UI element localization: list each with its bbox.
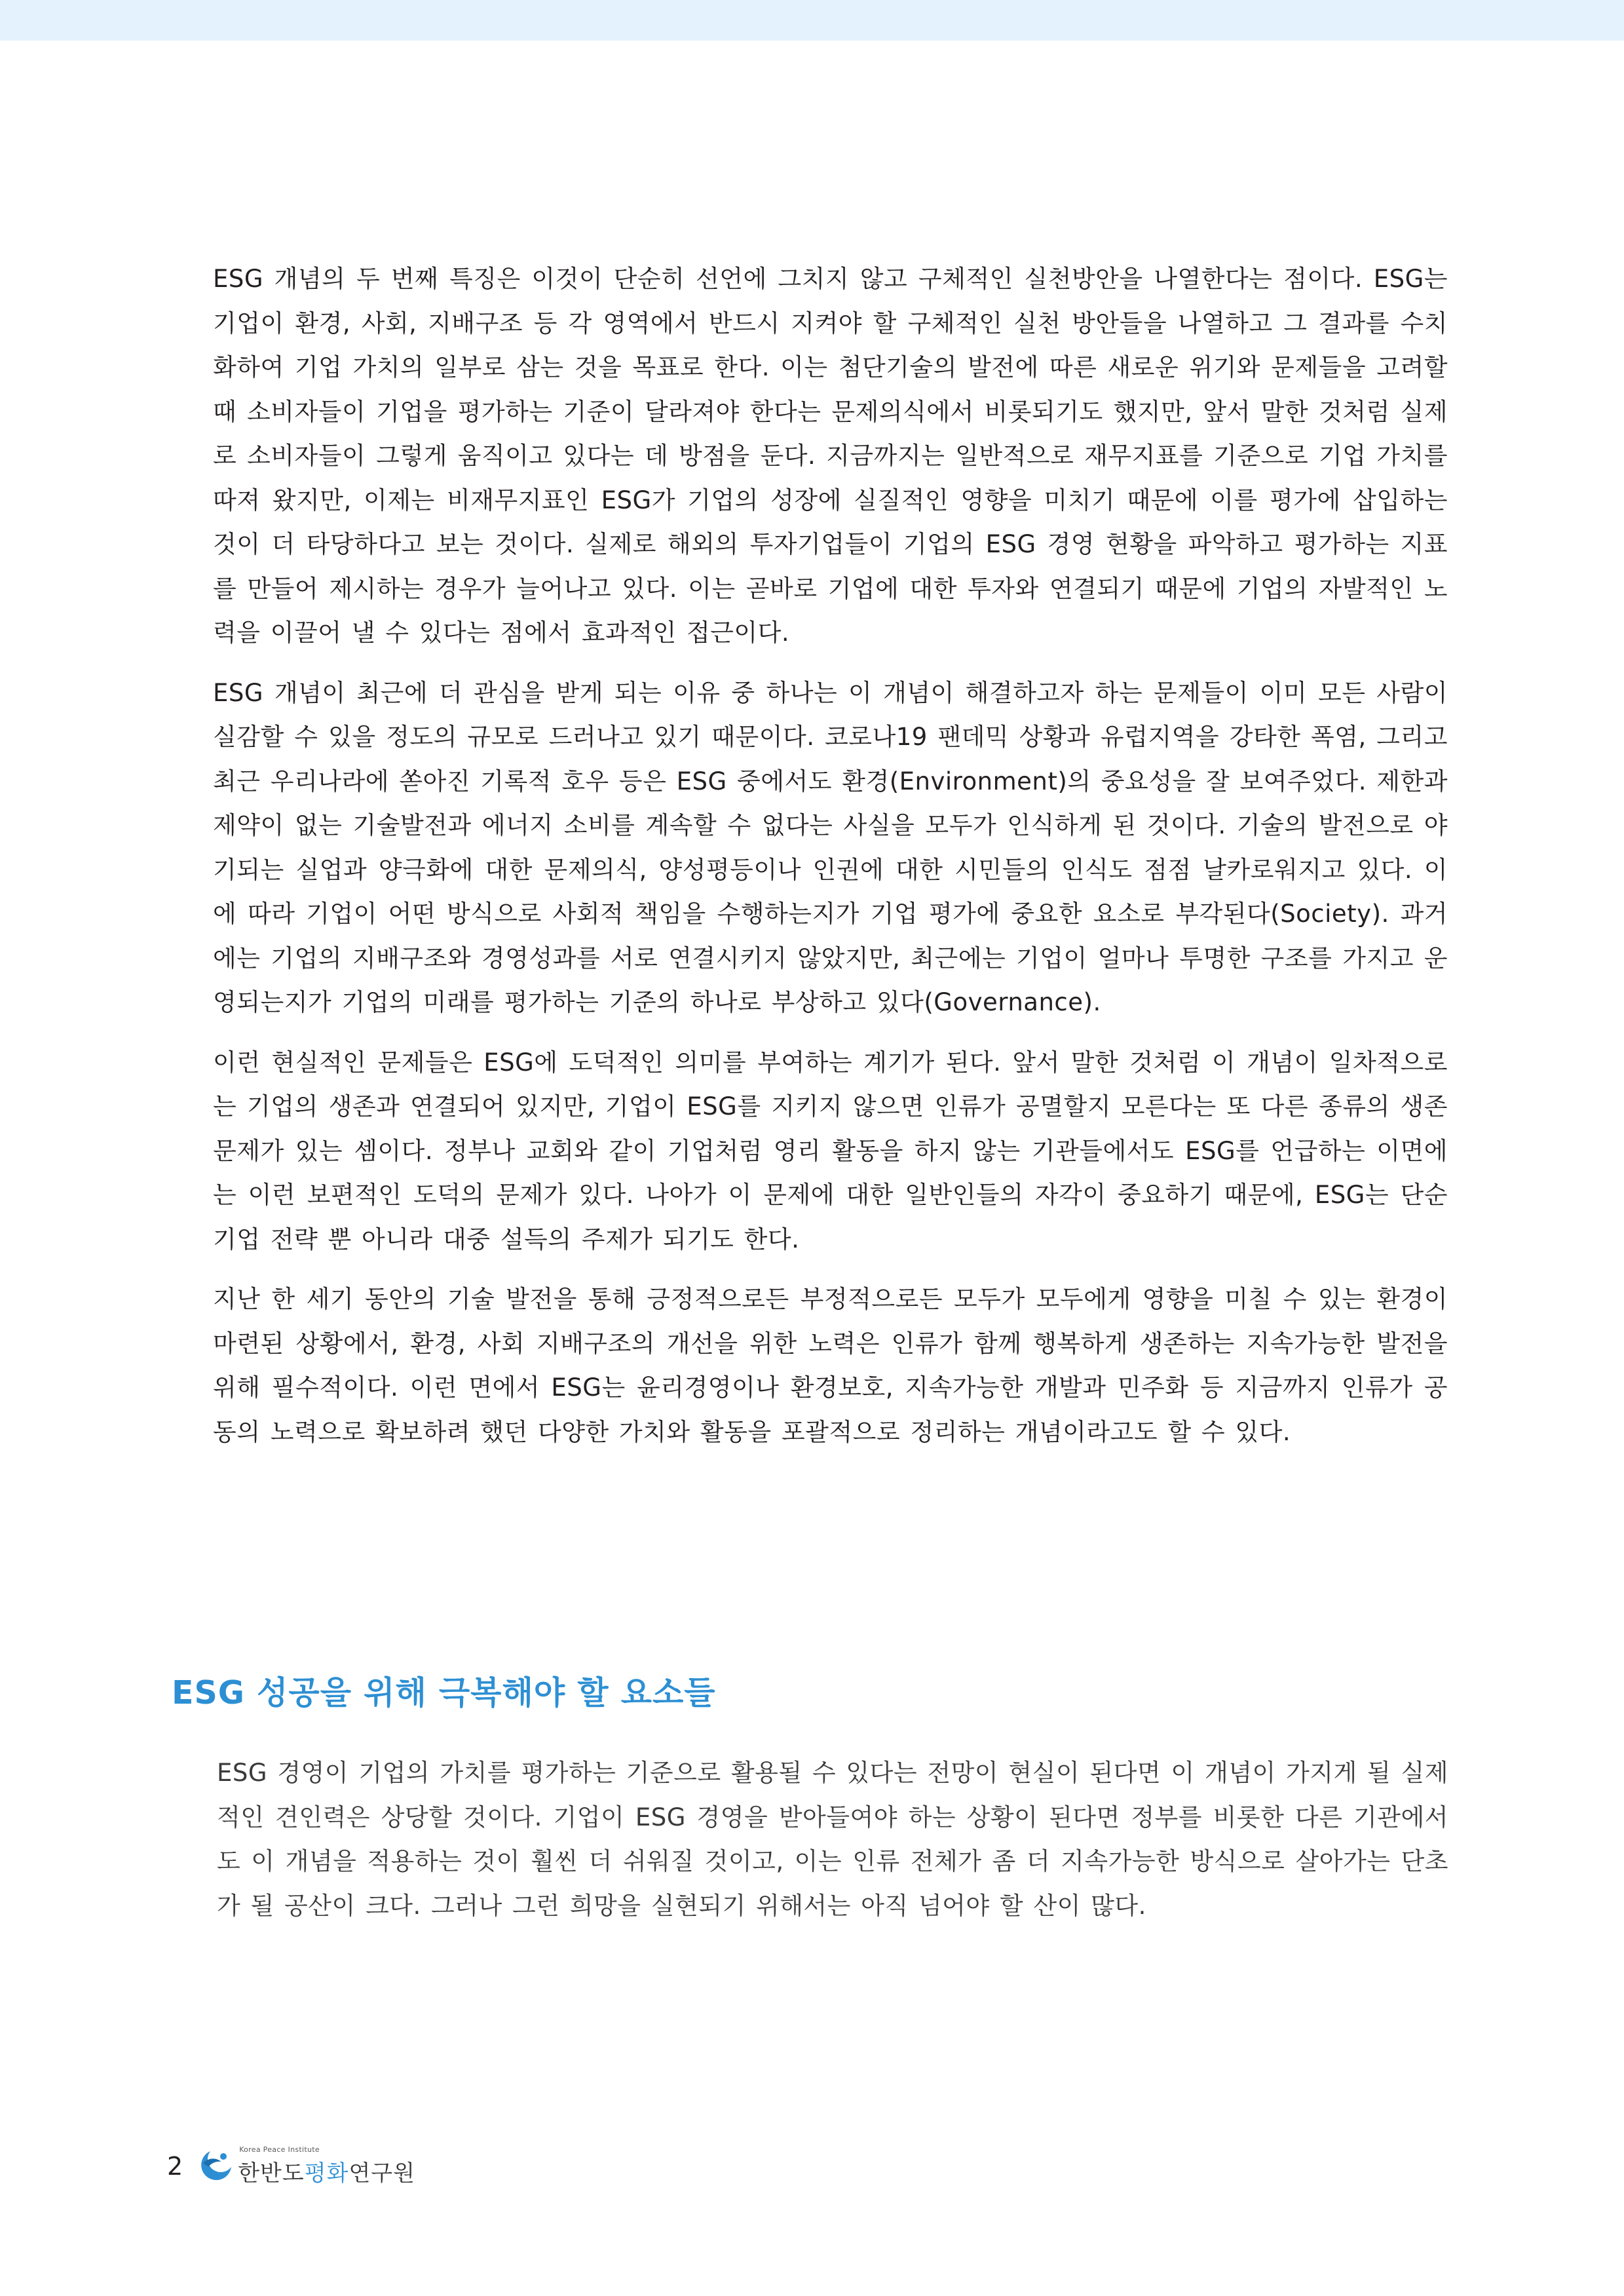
body-paragraph-3: 이런 현실적인 문제들은 ESG에 도덕적인 의미를 부여하는 계기가 된다. 앞서 말한 것처럼 이 개념이 일차적으로는 기업의 생존과 연결되어 있지만, 기업이 ESG를 지키지 않으면 인류가 공멸할지 모른다는 또 다른 종류의 생존 문제가 있는 셈이다. 정부나 교회와 같이 기업처럼 영리 활동을 하지 않는 기관들에서도 ESG를 언급하는 이면에는 이런 보편적인 도덕의 문제가 있다. 나아가 이 문제에 대한 일반인들의 자각이 중요하기 때문에, ESG는 단순 기업 전략 뿐 아니라 대중 설득의 주제가 되기도 한다. — [213, 1048, 1448, 1253]
logo-name-part-2: 연구원 — [349, 2160, 415, 2187]
bird-circle-icon — [197, 2147, 235, 2185]
logo-name-accent: 평화 — [304, 2160, 349, 2187]
body-paragraph-4: 지난 한 세기 동안의 기술 발전을 통해 긍정적으로든 부정적으로든 모두가 모두에게 영향을 미칠 수 있는 환경이 마련된 상황에서, 환경, 사회 지배구조의 개선을 위한 노력은 인류가 함께 행복하게 생존하는 지속가능한 발전을 위해 필수적이다. 이런 면에서 ESG는 윤리경영이나 환경보호, 지속가능한 개발과 민주화 등 지금까지 인류가 공동의 노력으로 확보하려 했던 다양한 가치와 활동을 포괄적으로 정리하는 개념이라고도 할 수 있다. — [213, 1285, 1448, 1446]
page-number: 2 — [167, 2152, 183, 2181]
institute-logo — [197, 2145, 415, 2187]
section-body-paragraph: ESG 경영이 기업의 가치를 평가하는 기준으로 활용될 수 있다는 전망이 현실이 된다면 이 개념이 가지게 될 실제적인 견인력은 상당할 것이다. 기업이 ESG 경영을 받아들여야 하는 상황이 된다면 정부를 비롯한 다른 기관에서도 이 개념을 적용하는 것이 훨씬 더 쉬워질 것이고, 이는 인류 전체가 좀 더 지속가능한 방식으로 살아가는 단초가 될 공산이 크다. 그러나 그런 희망을 실현되기 위해서는 아직 넘어야 할 산이 많다. — [217, 1759, 1448, 1920]
logo-korean-name — [238, 2155, 415, 2187]
body-paragraph-1: ESG 개념의 두 번째 특징은 이것이 단순히 선언에 그치지 않고 구체적인 실천방안을 나열한다는 점이다. ESG는 기업이 환경, 사회, 지배구조 등 각 영역에서 반드시 지켜야 할 구체적인 실천 방안들을 나열하고 그 결과를 수치화하여 기업 가치의 일부로 삼는 것을 목표로 한다. 이는 첨단기술의 발전에 따른 새로운 위기와 문제들을 고려할 때 소비자들이 기업을 평가하는 기준이 달라져야 한다는 문제의식에서 비롯되기도 했지만, 앞서 말한 것처럼 실제로 소비자들이 그렇게 움직이고 있다는 데 방점을 둔다. 지금까지는 일반적으로 재무지표를 기준으로 기업 가치를 따져 왔지만, 이제는 비재무지표인 ESG가 기업의 성장에 실질적인 영향을 미치기 때문에 이를 평가에 삽입하는 것이 더 타당하다고 보는 것이다. 실제로 해외의 투자기업들이 기업의 ESG 경영 현황을 파악하고 평가하는 지표를 만들어 제시하는 경우가 늘어나고 있다. 이는 곧바로 기업에 대한 투자와 연결되기 때문에 기업의 자발적인 노력을 이끌어 낼 수 있다는 점에서 효과적인 접근이다. — [213, 265, 1448, 647]
section-heading: ESG 성공을 위해 극복해야 할 요소들 — [172, 1674, 716, 1712]
body-paragraph-2: ESG 개념이 최근에 더 관심을 받게 되는 이유 중 하나는 이 개념이 해결하고자 하는 문제들이 이미 모든 사람이 실감할 수 있을 정도의 규모로 드러나고 있기 때문이다. 코로나19 팬데믹 상황과 유럽지역을 강타한 폭염, 그리고 최근 우리나라에 쏟아진 기록적 호우 등은 ESG 중에서도 환경(Environment)의 중요성을 잘 보여주었다. 제한과 제약이 없는 기술발전과 에너지 소비를 계속할 수 없다는 사실을 모두가 인식하게 된 것이다. 기술의 발전으로 야기되는 실업과 양극화에 대한 문제의식, 양성평등이나 인권에 대한 시민들의 인식도 점점 날카로워지고 있다. 이에 따라 기업이 어떤 방식으로 사회적 책임을 수행하는지가 기업 평가에 중요한 요소로 부각된다(Society). 과거에는 기업의 지배구조와 경영성과를 서로 연결시키지 않았지만, 최근에는 기업이 얼마나 투명한 구조를 가지고 운영되는지가 기업의 미래를 평가하는 기준의 하나로 부상하고 있다(Governance). — [213, 678, 1448, 1016]
main-content — [213, 257, 1448, 1470]
page-footer — [167, 2141, 415, 2191]
logo-name-part-1: 한반도 — [238, 2160, 305, 2187]
top-header-band — [0, 0, 1624, 41]
logo-english-name: Korea Peace Institute — [239, 2145, 320, 2154]
